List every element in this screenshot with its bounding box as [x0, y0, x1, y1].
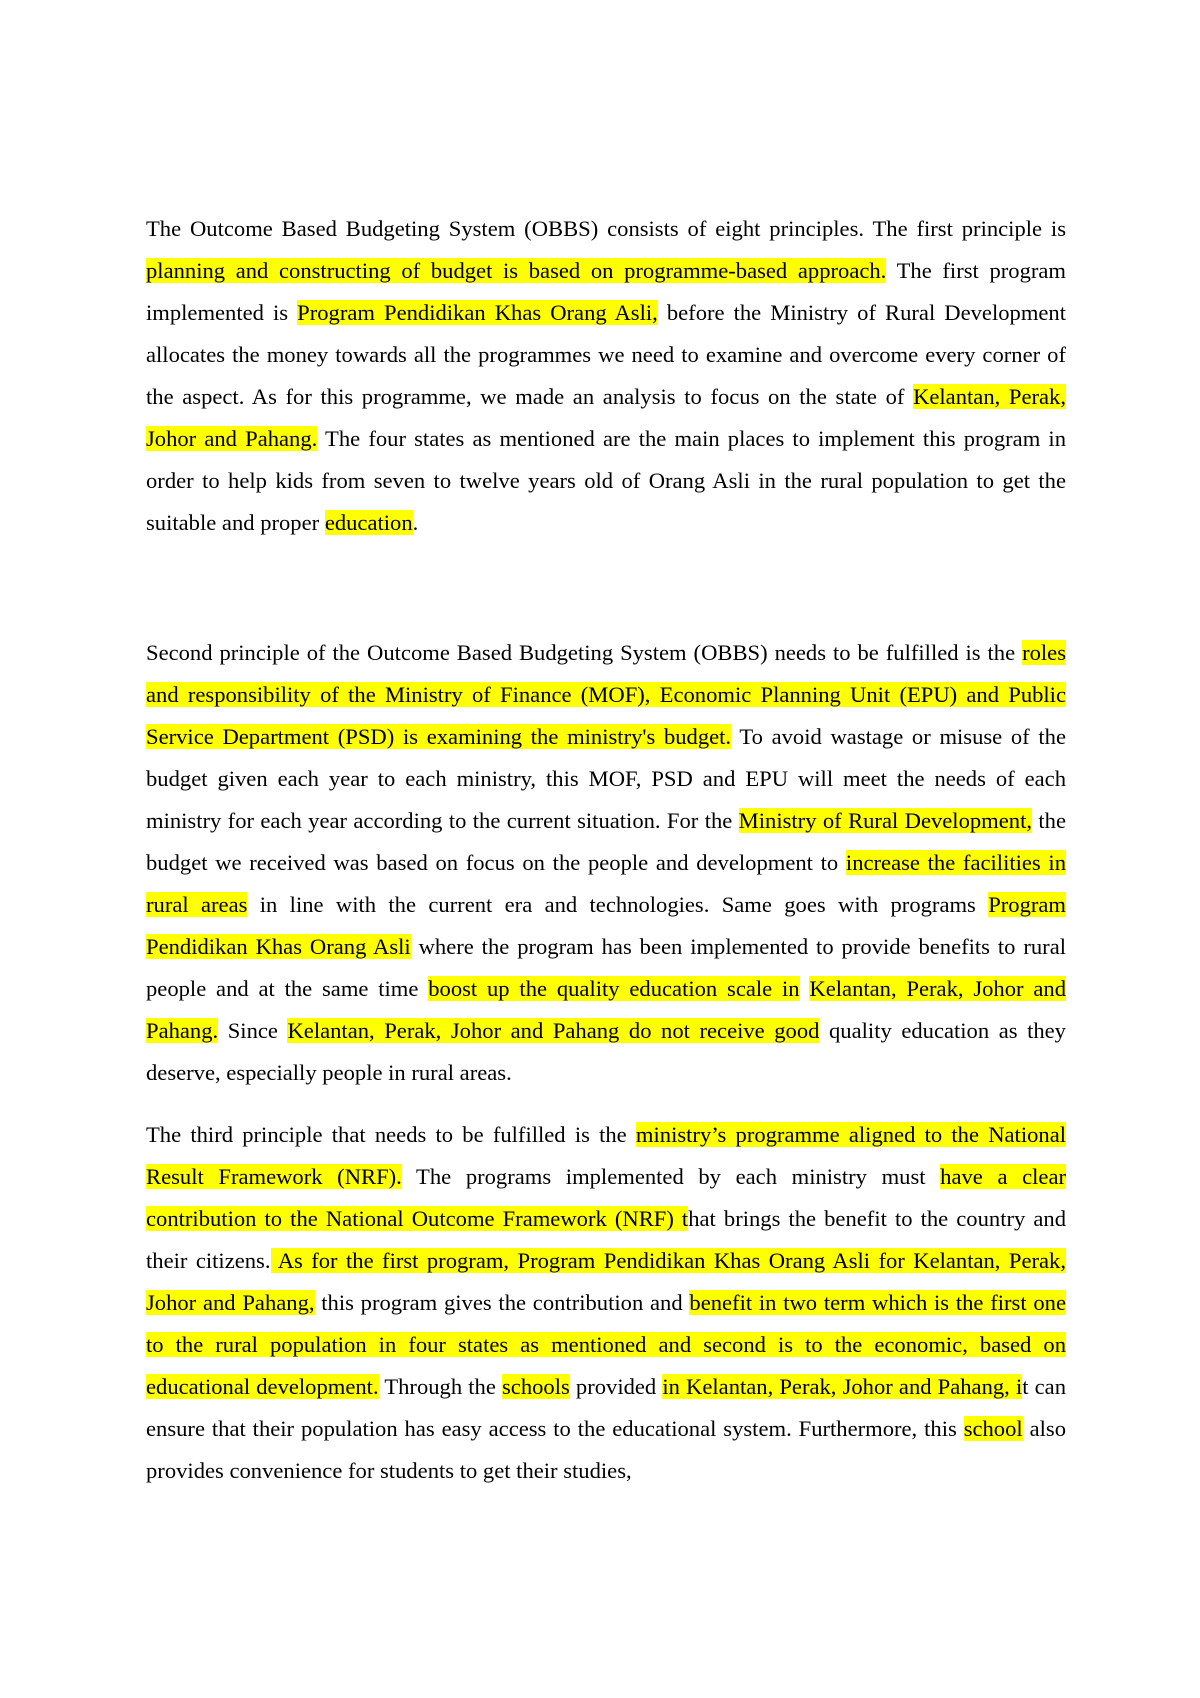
text-run: The four states as mentioned are the main places to implement this program in order to help kids from seven to twelve years old of Orang Asli in the rural population to get the suitable and proper	[146, 426, 1066, 535]
text-run: The third principle that needs to be fulfilled is the	[146, 1122, 636, 1147]
paragraph-second-principle	[146, 632, 1066, 1094]
highlighted-text: Kelantan, Perak, Johor and Pahang.	[146, 384, 1067, 451]
paragraph-third-principle	[146, 1114, 1066, 1492]
paragraph-first-principle	[146, 208, 1066, 544]
highlighted-text: education	[324, 510, 413, 535]
text-run: Since	[218, 1018, 288, 1043]
text-run: provided	[569, 1374, 663, 1399]
text-run: in line with the current era and technologies. Same goes with programs	[247, 892, 989, 917]
text-run: Second principle of the Outcome Based Budgeting System (OBBS) needs to be fulfilled is the	[146, 640, 1023, 665]
text-run: The first program implemented is	[146, 258, 1066, 325]
highlighted-text: schools	[502, 1374, 570, 1399]
text-run	[800, 976, 810, 1001]
highlighted-text: benefit in two term which is the first one to the rural population in four states as mentioned and second is to the economic, based on educational development.	[146, 1290, 1066, 1399]
text-run: The programs implemented by each ministry must	[401, 1164, 941, 1189]
highlighted-text: increase the facilities in rural areas	[146, 850, 1066, 917]
document-body	[146, 208, 1066, 1492]
highlighted-text: Program Pendidikan Khas Orang Asli	[146, 892, 1066, 959]
text-run: before the Ministry of Rural Development allocates the money towards all the programmes we need to examine and overcome every corner of the aspect. As for this programme, we made an analysis to focus on the state of	[146, 300, 1066, 409]
highlighted-text: have a clear contribution to the National Outcome Framework (NRF) t	[146, 1164, 1066, 1231]
text-run: the budget we received was based on focus on the people and development to	[146, 808, 1066, 875]
highlighted-text: in Kelantan, Perak, Johor and Pahang, i	[662, 1374, 1023, 1399]
text-run: Through the	[378, 1374, 502, 1399]
text-run: .	[412, 510, 419, 535]
highlighted-text: Ministry of Rural Development,	[738, 808, 1032, 833]
text-run: hat brings the benefit to the country and their citizens.	[146, 1206, 1066, 1273]
highlighted-text: Kelantan, Perak, Johor and Pahang.	[146, 976, 1066, 1043]
highlighted-text: roles and responsibility of the Ministry of Finance (MOF), Economic Planning Unit (EPU) and Public Service Department (PSD) is examining the ministry's budget.	[146, 640, 1066, 749]
highlighted-text: ministry’s programme aligned to the National Result Framework (NRF).	[146, 1122, 1066, 1189]
highlighted-text: school	[963, 1416, 1023, 1441]
highlighted-text: Program Pendidikan Khas Orang Asli,	[297, 300, 658, 325]
highlighted-text: Kelantan, Perak, Johor and Pahang do not receive good	[287, 1018, 820, 1043]
text-run: quality education as they deserve, especially people in rural areas.	[146, 1018, 1066, 1085]
highlighted-text: planning and constructing of budget is based on programme-based approach.	[146, 258, 887, 283]
highlighted-text: boost up the quality education scale in	[428, 976, 800, 1001]
highlighted-text: As for the first program, Program Pendidikan Khas Orang Asli for Kelantan, Perak, Johor and Pahang,	[146, 1248, 1066, 1315]
text-run: where the program has been implemented to provide benefits to rural people and at the same time	[146, 934, 1067, 1001]
text-run: The Outcome Based Budgeting System (OBBS) consists of eight principles. The first principle is	[146, 216, 1066, 241]
text-run: this program gives the contribution and	[314, 1290, 690, 1315]
text-run: also provides convenience for students to get their studies,	[146, 1416, 1066, 1483]
text-run: To avoid wastage or misuse of the budget given each year to each ministry, this MOF, PSD and EPU will meet the needs of each ministry for each year according to the current situation. For the	[146, 724, 1067, 833]
text-run: t can ensure that their population has easy access to the educational system. Furthermore, this	[146, 1374, 1066, 1441]
